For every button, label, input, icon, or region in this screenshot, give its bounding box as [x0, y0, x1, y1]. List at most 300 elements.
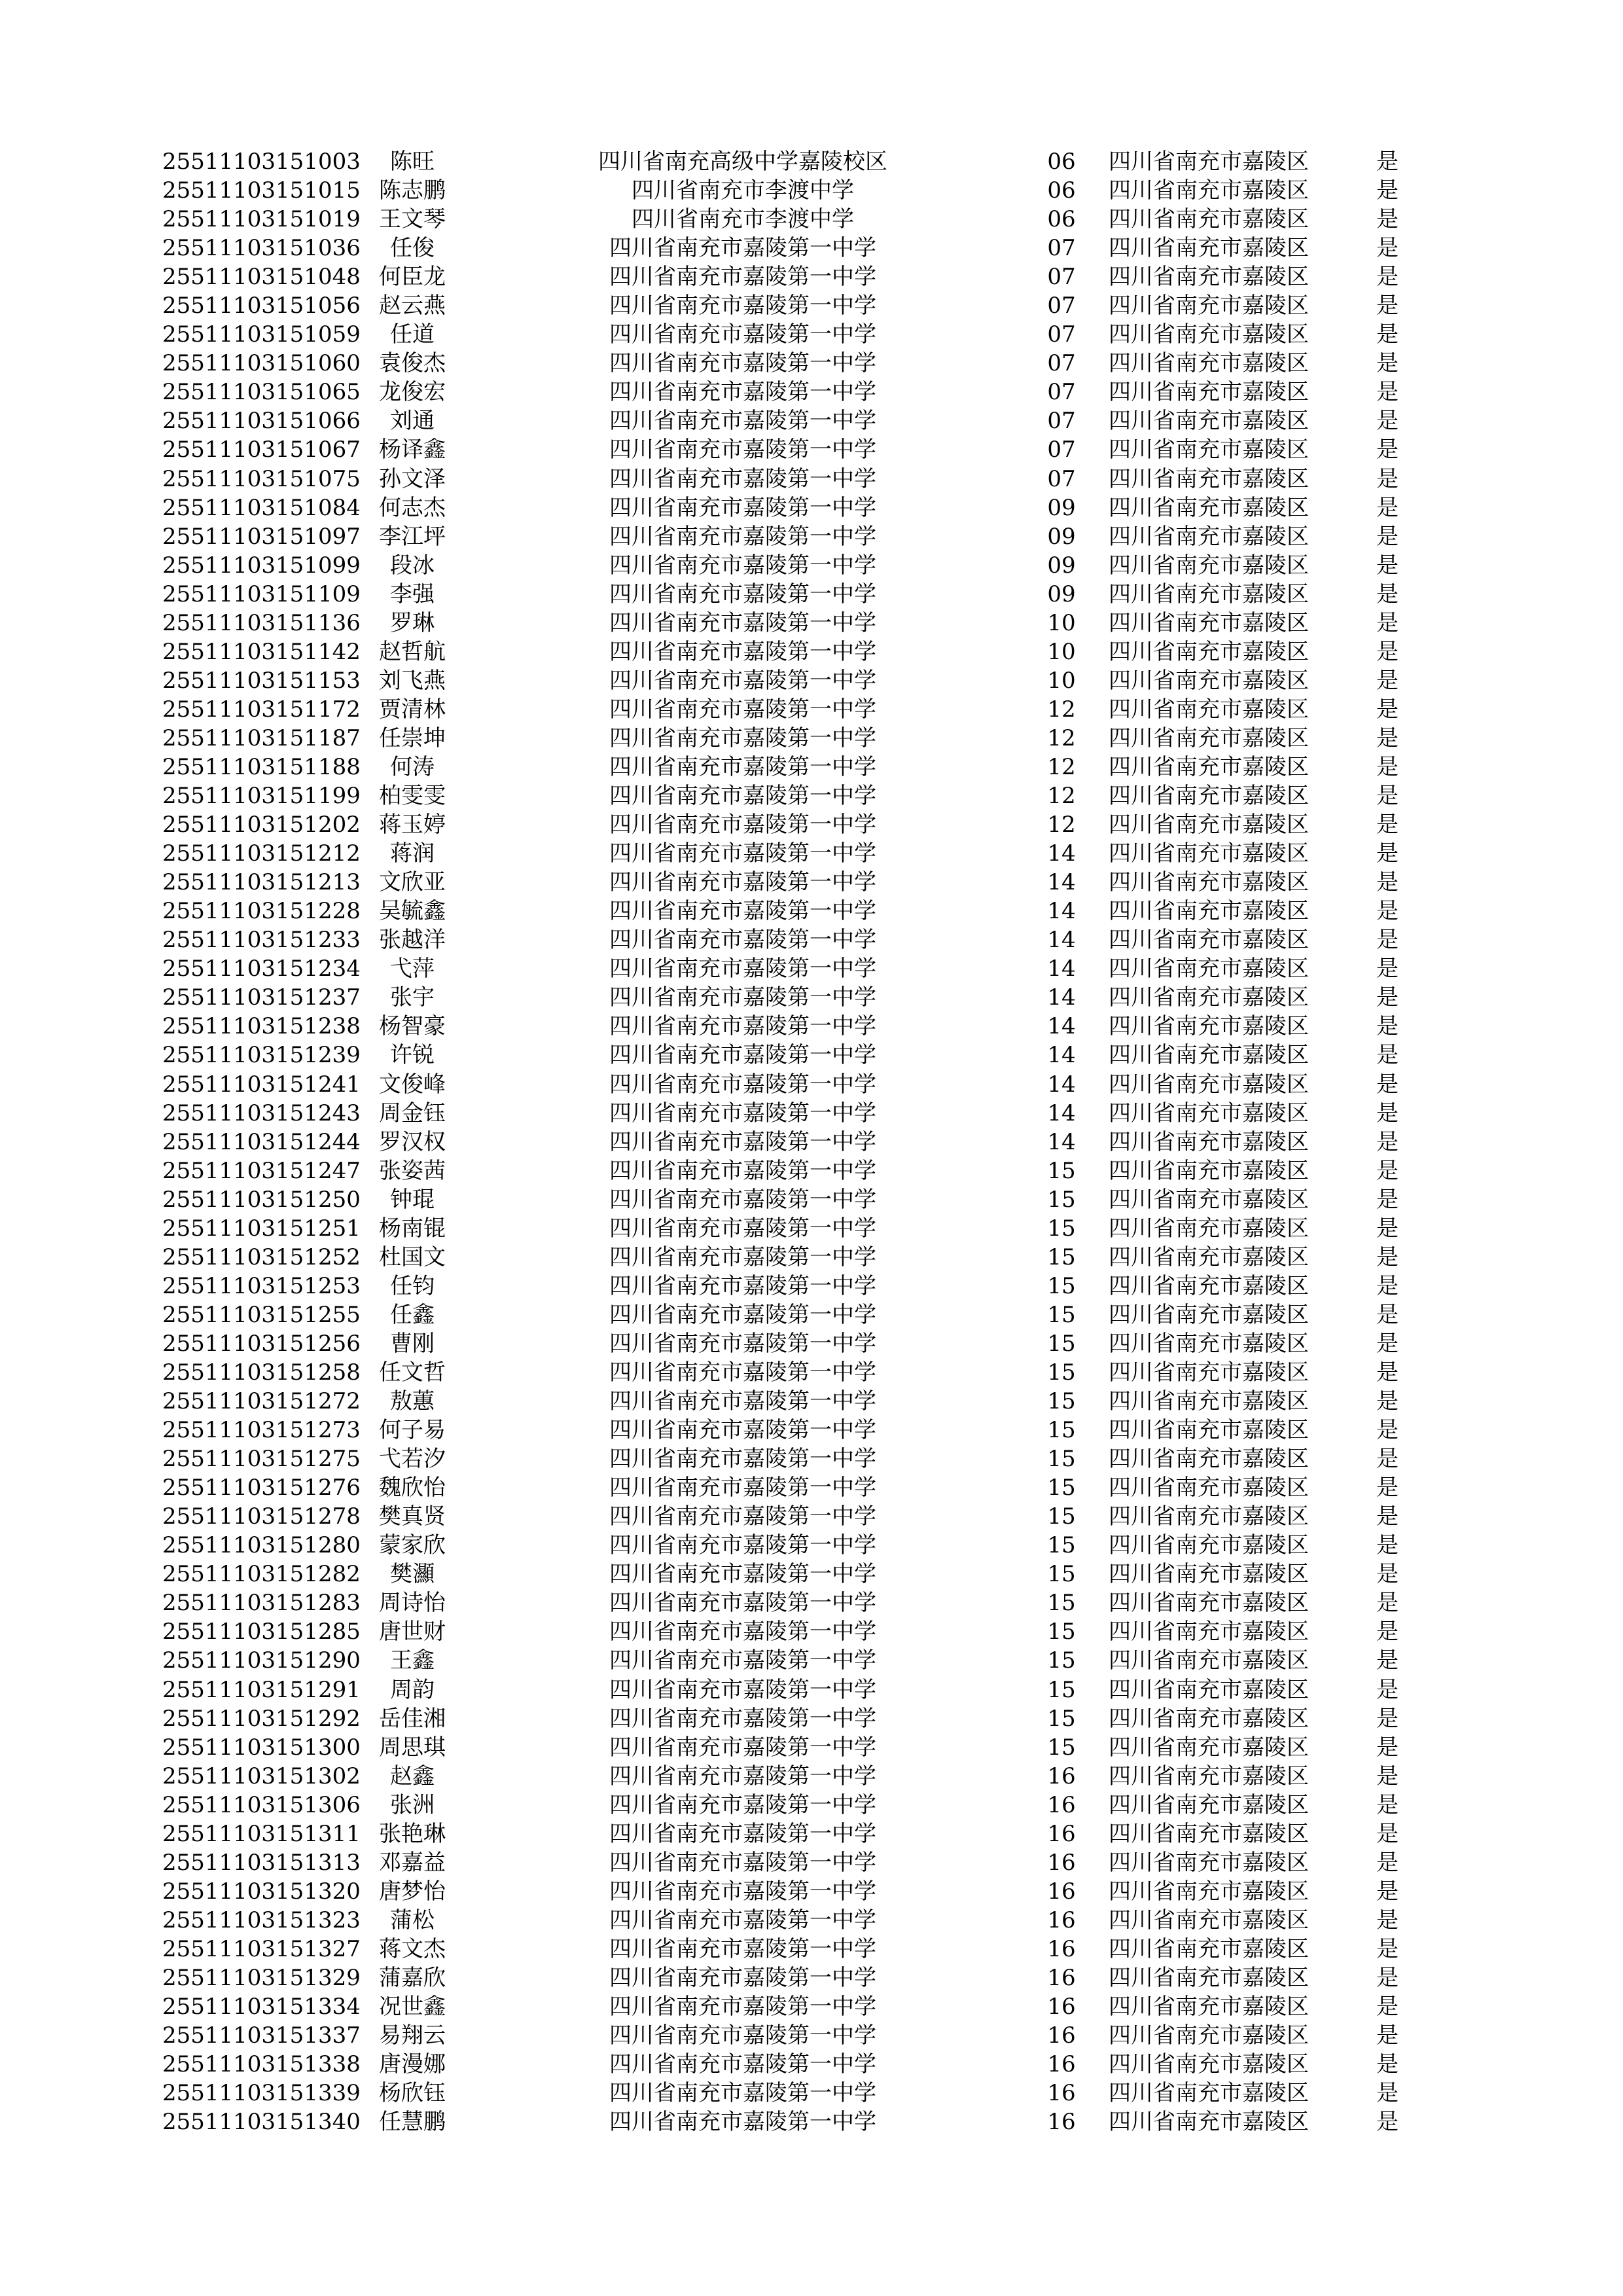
cell-student-name: 杨欣钰 [379, 2080, 446, 2107]
cell-school-name: 四川省南充市嘉陵第一中学 [609, 1013, 876, 1040]
cell-student-name: 张洲 [390, 1791, 435, 1818]
cell-group-code: 16 [1047, 1935, 1076, 1962]
cell-confirm-flag: 是 [1376, 1330, 1399, 1357]
table-row [162, 522, 1453, 551]
cell-student-name: 杨智豪 [379, 1013, 446, 1040]
cell-student-name: 柏雯雯 [379, 783, 446, 810]
cell-exam-id: 25511103151048 [162, 264, 361, 291]
cell-group-code: 15 [1047, 1244, 1076, 1270]
cell-district: 四川省南充市嘉陵区 [1109, 581, 1309, 607]
cell-district: 四川省南充市嘉陵区 [1109, 408, 1309, 435]
cell-school-name: 四川省南充市嘉陵第一中学 [609, 638, 876, 665]
table-row [162, 1157, 1453, 1185]
cell-confirm-flag: 是 [1376, 840, 1399, 867]
cell-student-name: 易翔云 [379, 2022, 446, 2049]
table-row [162, 1128, 1453, 1157]
cell-student-name: 张艳琳 [379, 1820, 446, 1847]
cell-exam-id: 25511103151233 [162, 927, 361, 954]
cell-exam-id: 25511103151302 [162, 1763, 361, 1789]
cell-confirm-flag: 是 [1376, 2022, 1399, 2049]
cell-exam-id: 25511103151003 [162, 149, 361, 175]
table-row [162, 1964, 1453, 1992]
cell-group-code: 09 [1047, 552, 1076, 579]
cell-confirm-flag: 是 [1376, 638, 1399, 665]
cell-confirm-flag: 是 [1376, 437, 1399, 463]
cell-district: 四川省南充市嘉陵区 [1109, 609, 1309, 636]
cell-group-code: 16 [1047, 1791, 1076, 1818]
cell-student-name: 何子易 [379, 1417, 446, 1444]
cell-school-name: 四川省南充市嘉陵第一中学 [609, 1820, 876, 1847]
cell-group-code: 14 [1047, 1100, 1076, 1126]
cell-exam-id: 25511103151056 [162, 293, 361, 319]
cell-district: 四川省南充市嘉陵区 [1109, 465, 1309, 492]
cell-group-code: 14 [1047, 984, 1076, 1011]
cell-group-code: 14 [1047, 898, 1076, 925]
cell-district: 四川省南充市嘉陵区 [1109, 2109, 1309, 2136]
cell-school-name: 四川省南充市嘉陵第一中学 [609, 956, 876, 982]
cell-district: 四川省南充市嘉陵区 [1109, 1791, 1309, 1818]
cell-district: 四川省南充市嘉陵区 [1109, 1157, 1309, 1184]
cell-student-name: 弋若汐 [379, 1446, 446, 1473]
cell-school-name: 四川省南充市嘉陵第一中学 [609, 1878, 876, 1905]
cell-exam-id: 25511103151059 [162, 321, 361, 348]
cell-school-name: 四川省南充市嘉陵第一中学 [609, 1849, 876, 1876]
cell-group-code: 14 [1047, 927, 1076, 954]
cell-district: 四川省南充市嘉陵区 [1109, 1042, 1309, 1069]
cell-group-code: 14 [1047, 840, 1076, 867]
cell-district: 四川省南充市嘉陵区 [1109, 1849, 1309, 1876]
cell-student-name: 文欣亚 [379, 869, 446, 896]
table-row [162, 1704, 1453, 1733]
cell-student-name: 曹刚 [390, 1330, 435, 1357]
cell-school-name: 四川省南充市嘉陵第一中学 [609, 1964, 876, 1991]
cell-district: 四川省南充市嘉陵区 [1109, 1763, 1309, 1789]
cell-student-name: 岳佳湘 [379, 1705, 446, 1732]
cell-confirm-flag: 是 [1376, 1590, 1399, 1617]
cell-exam-id: 25511103151187 [162, 725, 361, 751]
cell-district: 四川省南充市嘉陵区 [1109, 1071, 1309, 1098]
cell-exam-id: 25511103151250 [162, 1186, 361, 1213]
cell-student-name: 钟琨 [390, 1186, 435, 1213]
cell-exam-id: 25511103151285 [162, 1619, 361, 1645]
cell-exam-id: 25511103151300 [162, 1734, 361, 1761]
cell-district: 四川省南充市嘉陵区 [1109, 1647, 1309, 1674]
cell-confirm-flag: 是 [1376, 1994, 1399, 2020]
cell-district: 四川省南充市嘉陵区 [1109, 1446, 1309, 1473]
cell-exam-id: 25511103151244 [162, 1128, 361, 1155]
cell-student-name: 王文琴 [379, 206, 446, 233]
cell-district: 四川省南充市嘉陵区 [1109, 1820, 1309, 1847]
cell-exam-id: 25511103151228 [162, 898, 361, 925]
cell-exam-id: 25511103151252 [162, 1244, 361, 1270]
cell-school-name: 四川省南充市嘉陵第一中学 [609, 2022, 876, 2049]
cell-school-name: 四川省南充市嘉陵第一中学 [609, 1619, 876, 1645]
table-row [162, 2050, 1453, 2079]
cell-student-name: 周思琪 [379, 1734, 446, 1761]
table-row [162, 2108, 1453, 2136]
cell-group-code: 07 [1047, 379, 1076, 406]
cell-exam-id: 25511103151212 [162, 840, 361, 867]
cell-exam-id: 25511103151060 [162, 350, 361, 377]
cell-group-code: 15 [1047, 1590, 1076, 1617]
cell-confirm-flag: 是 [1376, 1157, 1399, 1184]
cell-student-name: 罗汉权 [379, 1128, 446, 1155]
cell-student-name: 袁俊杰 [379, 350, 446, 377]
cell-exam-id: 25511103151153 [162, 667, 361, 694]
cell-confirm-flag: 是 [1376, 696, 1399, 723]
table-row [162, 1041, 1453, 1069]
cell-student-name: 吴毓鑫 [379, 898, 446, 925]
cell-exam-id: 25511103151202 [162, 812, 361, 838]
cell-exam-id: 25511103151247 [162, 1157, 361, 1184]
table-row [162, 406, 1453, 435]
table-row [162, 1416, 1453, 1444]
cell-group-code: 09 [1047, 523, 1076, 550]
cell-group-code: 12 [1047, 812, 1076, 838]
cell-school-name: 四川省南充市嘉陵第一中学 [609, 840, 876, 867]
table-row [162, 465, 1453, 493]
cell-confirm-flag: 是 [1376, 1791, 1399, 1818]
cell-confirm-flag: 是 [1376, 1820, 1399, 1847]
cell-group-code: 15 [1047, 1734, 1076, 1761]
table-row [162, 724, 1453, 753]
cell-student-name: 周韵 [390, 1676, 435, 1703]
cell-district: 四川省南充市嘉陵区 [1109, 350, 1309, 377]
cell-group-code: 07 [1047, 264, 1076, 291]
cell-confirm-flag: 是 [1376, 2080, 1399, 2107]
cell-confirm-flag: 是 [1376, 1071, 1399, 1098]
cell-student-name: 何志杰 [379, 494, 446, 521]
cell-student-name: 敖蕙 [390, 1388, 435, 1415]
cell-district: 四川省南充市嘉陵区 [1109, 437, 1309, 463]
cell-school-name: 四川省南充市嘉陵第一中学 [609, 1532, 876, 1559]
cell-group-code: 15 [1047, 1647, 1076, 1674]
cell-confirm-flag: 是 [1376, 264, 1399, 291]
cell-group-code: 06 [1047, 206, 1076, 233]
table-row [162, 983, 1453, 1012]
cell-exam-id: 25511103151311 [162, 1820, 361, 1847]
cell-district: 四川省南充市嘉陵区 [1109, 812, 1309, 838]
table-row [162, 234, 1453, 262]
cell-group-code: 16 [1047, 1964, 1076, 1991]
cell-exam-id: 25511103151282 [162, 1561, 361, 1588]
cell-school-name: 四川省南充市嘉陵第一中学 [609, 1128, 876, 1155]
cell-group-code: 12 [1047, 725, 1076, 751]
cell-confirm-flag: 是 [1376, 321, 1399, 348]
cell-district: 四川省南充市嘉陵区 [1109, 1186, 1309, 1213]
table-row [162, 1502, 1453, 1531]
cell-student-name: 蒋文杰 [379, 1935, 446, 1962]
cell-school-name: 四川省南充市嘉陵第一中学 [609, 1071, 876, 1098]
table-row [162, 378, 1453, 406]
cell-student-name: 蒲松 [390, 1907, 435, 1933]
cell-group-code: 15 [1047, 1157, 1076, 1184]
cell-exam-id: 25511103151075 [162, 465, 361, 492]
table-row [162, 551, 1453, 580]
cell-district: 四川省南充市嘉陵区 [1109, 927, 1309, 954]
cell-group-code: 16 [1047, 1994, 1076, 2020]
table-row [162, 1560, 1453, 1588]
table-row [162, 1329, 1453, 1358]
cell-exam-id: 25511103151066 [162, 408, 361, 435]
cell-confirm-flag: 是 [1376, 235, 1399, 262]
cell-confirm-flag: 是 [1376, 984, 1399, 1011]
table-row [162, 176, 1453, 205]
table-row [162, 1444, 1453, 1473]
cell-student-name: 文俊峰 [379, 1071, 446, 1098]
cell-student-name: 贾清林 [379, 696, 446, 723]
table-row [162, 609, 1453, 637]
cell-group-code: 16 [1047, 1820, 1076, 1847]
cell-group-code: 15 [1047, 1676, 1076, 1703]
cell-exam-id: 25511103151339 [162, 2080, 361, 2107]
cell-group-code: 16 [1047, 1849, 1076, 1876]
cell-district: 四川省南充市嘉陵区 [1109, 1475, 1309, 1501]
table-row [162, 147, 1453, 176]
cell-district: 四川省南充市嘉陵区 [1109, 1100, 1309, 1126]
cell-group-code: 14 [1047, 869, 1076, 896]
cell-group-code: 16 [1047, 1878, 1076, 1905]
cell-confirm-flag: 是 [1376, 1907, 1399, 1933]
cell-group-code: 07 [1047, 408, 1076, 435]
cell-school-name: 四川省南充市嘉陵第一中学 [609, 2109, 876, 2136]
cell-district: 四川省南充市嘉陵区 [1109, 1532, 1309, 1559]
cell-group-code: 15 [1047, 1330, 1076, 1357]
cell-school-name: 四川省南充市嘉陵第一中学 [609, 494, 876, 521]
cell-exam-id: 25511103151253 [162, 1272, 361, 1299]
cell-district: 四川省南充市嘉陵区 [1109, 840, 1309, 867]
cell-school-name: 四川省南充市嘉陵第一中学 [609, 927, 876, 954]
cell-school-name: 四川省南充市李渡中学 [632, 206, 854, 233]
cell-district: 四川省南充市嘉陵区 [1109, 1590, 1309, 1617]
cell-student-name: 李江坪 [379, 523, 446, 550]
cell-school-name: 四川省南充市嘉陵第一中学 [609, 350, 876, 377]
cell-group-code: 07 [1047, 350, 1076, 377]
cell-district: 四川省南充市嘉陵区 [1109, 725, 1309, 751]
cell-group-code: 15 [1047, 1503, 1076, 1530]
cell-group-code: 15 [1047, 1359, 1076, 1386]
cell-confirm-flag: 是 [1376, 725, 1399, 751]
cell-confirm-flag: 是 [1376, 350, 1399, 377]
table-row [162, 291, 1453, 320]
table-row [162, 1243, 1453, 1272]
cell-district: 四川省南充市嘉陵区 [1109, 523, 1309, 550]
table-row [162, 1272, 1453, 1300]
cell-exam-id: 25511103151213 [162, 869, 361, 896]
table-row [162, 1935, 1453, 1964]
cell-district: 四川省南充市嘉陵区 [1109, 1935, 1309, 1962]
cell-district: 四川省南充市嘉陵区 [1109, 2022, 1309, 2049]
cell-exam-id: 25511103151272 [162, 1388, 361, 1415]
cell-student-name: 樊真贤 [379, 1503, 446, 1530]
cell-student-name: 唐世财 [379, 1619, 446, 1645]
cell-exam-id: 25511103151306 [162, 1791, 361, 1818]
cell-confirm-flag: 是 [1376, 494, 1399, 521]
cell-school-name: 四川省南充市嘉陵第一中学 [609, 1676, 876, 1703]
cell-student-name: 何涛 [390, 754, 435, 780]
table-row [162, 205, 1453, 234]
cell-confirm-flag: 是 [1376, 1734, 1399, 1761]
cell-confirm-flag: 是 [1376, 149, 1399, 175]
cell-school-name: 四川省南充市嘉陵第一中学 [609, 1042, 876, 1069]
table-row [162, 1185, 1453, 1214]
cell-group-code: 07 [1047, 437, 1076, 463]
cell-exam-id: 25511103151292 [162, 1705, 361, 1732]
cell-school-name: 四川省南充市嘉陵第一中学 [609, 1647, 876, 1674]
cell-confirm-flag: 是 [1376, 783, 1399, 810]
cell-confirm-flag: 是 [1376, 1763, 1399, 1789]
cell-district: 四川省南充市嘉陵区 [1109, 869, 1309, 896]
cell-student-name: 刘通 [390, 408, 435, 435]
cell-confirm-flag: 是 [1376, 408, 1399, 435]
cell-group-code: 14 [1047, 1071, 1076, 1098]
cell-exam-id: 25511103151019 [162, 206, 361, 233]
cell-group-code: 15 [1047, 1215, 1076, 1242]
cell-group-code: 16 [1047, 2080, 1076, 2107]
cell-group-code: 07 [1047, 235, 1076, 262]
cell-student-name: 蒋玉婷 [379, 812, 446, 838]
cell-group-code: 15 [1047, 1532, 1076, 1559]
cell-exam-id: 25511103151323 [162, 1907, 361, 1933]
cell-group-code: 15 [1047, 1186, 1076, 1213]
cell-exam-id: 25511103151084 [162, 494, 361, 521]
cell-exam-id: 25511103151241 [162, 1071, 361, 1098]
cell-district: 四川省南充市嘉陵区 [1109, 1330, 1309, 1357]
cell-exam-id: 25511103151276 [162, 1475, 361, 1501]
table-row [162, 925, 1453, 954]
cell-exam-id: 25511103151243 [162, 1100, 361, 1126]
cell-exam-id: 25511103151334 [162, 1994, 361, 2020]
cell-exam-id: 25511103151237 [162, 984, 361, 1011]
cell-exam-id: 25511103151291 [162, 1676, 361, 1703]
cell-student-name: 陈旺 [390, 149, 435, 175]
cell-district: 四川省南充市嘉陵区 [1109, 1272, 1309, 1299]
cell-exam-id: 25511103151329 [162, 1964, 361, 1991]
cell-exam-id: 25511103151172 [162, 696, 361, 723]
cell-group-code: 14 [1047, 956, 1076, 982]
cell-confirm-flag: 是 [1376, 581, 1399, 607]
cell-confirm-flag: 是 [1376, 1042, 1399, 1069]
cell-school-name: 四川省南充市嘉陵第一中学 [609, 465, 876, 492]
cell-district: 四川省南充市嘉陵区 [1109, 1619, 1309, 1645]
cell-group-code: 16 [1047, 2051, 1076, 2078]
cell-group-code: 12 [1047, 696, 1076, 723]
cell-confirm-flag: 是 [1376, 2109, 1399, 2136]
cell-district: 四川省南充市嘉陵区 [1109, 956, 1309, 982]
cell-confirm-flag: 是 [1376, 667, 1399, 694]
cell-student-name: 任崇坤 [379, 725, 446, 751]
table-row [162, 1617, 1453, 1646]
cell-school-name: 四川省南充市嘉陵第一中学 [609, 812, 876, 838]
cell-student-name: 孙文泽 [379, 465, 446, 492]
table-row [162, 1588, 1453, 1617]
cell-group-code: 10 [1047, 609, 1076, 636]
cell-district: 四川省南充市嘉陵区 [1109, 1215, 1309, 1242]
cell-exam-id: 25511103151188 [162, 754, 361, 780]
cell-school-name: 四川省南充市嘉陵第一中学 [609, 321, 876, 348]
cell-student-name: 段冰 [390, 552, 435, 579]
cell-district: 四川省南充市嘉陵区 [1109, 2080, 1309, 2107]
cell-school-name: 四川省南充市嘉陵第一中学 [609, 379, 876, 406]
cell-group-code: 16 [1047, 2109, 1076, 2136]
cell-school-name: 四川省南充市嘉陵第一中学 [609, 1272, 876, 1299]
cell-student-name: 魏欣怡 [379, 1475, 446, 1501]
table-row [162, 1070, 1453, 1099]
table-row [162, 262, 1453, 291]
cell-group-code: 09 [1047, 494, 1076, 521]
cell-student-name: 任慧鹏 [379, 2109, 446, 2136]
cell-exam-id: 25511103151065 [162, 379, 361, 406]
table-row [162, 1214, 1453, 1243]
cell-confirm-flag: 是 [1376, 379, 1399, 406]
cell-confirm-flag: 是 [1376, 465, 1399, 492]
cell-confirm-flag: 是 [1376, 898, 1399, 925]
cell-group-code: 15 [1047, 1446, 1076, 1473]
cell-confirm-flag: 是 [1376, 869, 1399, 896]
cell-group-code: 14 [1047, 1128, 1076, 1155]
cell-confirm-flag: 是 [1376, 1186, 1399, 1213]
cell-district: 四川省南充市嘉陵区 [1109, 206, 1309, 233]
table-row [162, 954, 1453, 983]
cell-school-name: 四川省南充市嘉陵第一中学 [609, 437, 876, 463]
table-row [162, 2079, 1453, 2108]
cell-student-name: 任钧 [390, 1272, 435, 1299]
table-row [162, 1877, 1453, 1906]
cell-group-code: 15 [1047, 1619, 1076, 1645]
cell-school-name: 四川省南充市嘉陵第一中学 [609, 552, 876, 579]
cell-school-name: 四川省南充市嘉陵第一中学 [609, 1475, 876, 1501]
cell-exam-id: 25511103151142 [162, 638, 361, 665]
cell-district: 四川省南充市嘉陵区 [1109, 1503, 1309, 1530]
table-row [162, 1358, 1453, 1387]
cell-student-name: 张宇 [390, 984, 435, 1011]
cell-student-name: 许锐 [390, 1042, 435, 1069]
table-row [162, 1820, 1453, 1848]
cell-school-name: 四川省南充市嘉陵第一中学 [609, 1215, 876, 1242]
cell-school-name: 四川省南充市嘉陵第一中学 [609, 1503, 876, 1530]
cell-student-name: 蒋润 [390, 840, 435, 867]
table-row [162, 1848, 1453, 1877]
cell-confirm-flag: 是 [1376, 1849, 1399, 1876]
cell-exam-id: 25511103151136 [162, 609, 361, 636]
cell-district: 四川省南充市嘉陵区 [1109, 1676, 1309, 1703]
cell-confirm-flag: 是 [1376, 609, 1399, 636]
table-row [162, 349, 1453, 378]
cell-school-name: 四川省南充市嘉陵第一中学 [609, 783, 876, 810]
cell-exam-id: 25511103151234 [162, 956, 361, 982]
cell-exam-id: 25511103151256 [162, 1330, 361, 1357]
cell-exam-id: 25511103151337 [162, 2022, 361, 2049]
cell-confirm-flag: 是 [1376, 812, 1399, 838]
cell-confirm-flag: 是 [1376, 1676, 1399, 1703]
cell-group-code: 15 [1047, 1561, 1076, 1588]
cell-school-name: 四川省南充市嘉陵第一中学 [609, 264, 876, 291]
cell-school-name: 四川省南充市嘉陵第一中学 [609, 869, 876, 896]
cell-student-name: 弋萍 [390, 956, 435, 982]
table-row [162, 695, 1453, 724]
table-row [162, 781, 1453, 810]
cell-student-name: 周金钰 [379, 1100, 446, 1126]
cell-district: 四川省南充市嘉陵区 [1109, 293, 1309, 319]
cell-exam-id: 25511103151199 [162, 783, 361, 810]
cell-school-name: 四川省南充市嘉陵第一中学 [609, 1244, 876, 1270]
cell-group-code: 15 [1047, 1388, 1076, 1415]
cell-school-name: 四川省南充市嘉陵第一中学 [609, 754, 876, 780]
cell-student-name: 唐梦怡 [379, 1878, 446, 1905]
table-row [162, 1906, 1453, 1935]
cell-student-name: 赵哲航 [379, 638, 446, 665]
cell-student-name: 赵鑫 [390, 1763, 435, 1789]
